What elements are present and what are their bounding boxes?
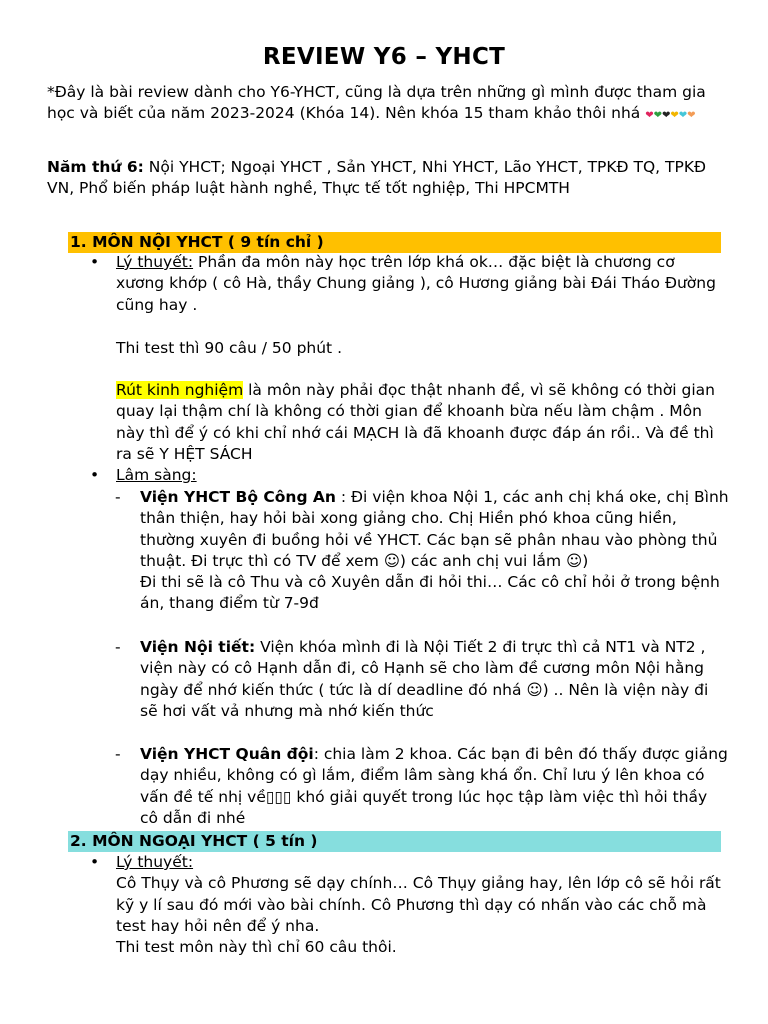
bullet-icon: • [90,253,100,271]
theory-text: Cô Thụy và cô Phương sẽ dạy chính… Cô Thụy giảng hay, lên lớp cô sẽ hỏi rất kỹ y lí sau đó mới vào bài chính. Cô Phương thì dạy có nhấn vào các chỗ mà test hay hỏi nên để ý nha. [116,874,721,935]
intro-paragraph [47,82,727,127]
dash-marker: - [115,488,121,506]
hearts-emoji [645,104,695,122]
theory-text: Phần đa môn này học trên lớp khá ok… đặc biệt là chương cơ xương khớp ( cô Hà, thầy Chung giảng ), cô Hương giảng bài Đái Tháo Đường cũng hay . [116,253,716,314]
document-title: REVIEW Y6 – YHCT [262,44,506,70]
test-text: Thi test môn này thì chỉ 60 câu thôi. [116,938,397,957]
year-label: Năm thứ 6: [47,158,144,176]
year-subjects-paragraph [47,157,737,200]
hospital-extra: Đi thi sẽ là cô Thu và cô Xuyên dẫn đi hỏi thi… Các cô chỉ hỏi ở trong bệnh án, thang điểm từ 7-9đ [140,573,720,613]
dash-marker: - [115,638,121,656]
hospital-text: Viện khóa mình đi là Nội Tiết 2 đi trực thì cả NT1 và NT2 , viện này có cô Hạnh dẫn đi, cô Hạnh sẽ cho làm đề cương môn Nội hằng ngày để nhớ kiến thức ( tức là dí deadline đó nhá ☺) .. Nên là viện này đi sẽ hơi vất vả nhưng mà nhớ kiến thức [140,638,709,720]
intro-text: *Đây là bài review dành cho Y6-YHCT, cũng là dựa trên những gì mình được tham gia học và biết của năm 2023-2024 (Khóa 14). Nên khóa 15 tham khảo thôi nhá [47,83,706,123]
theory-paragraph [116,852,726,958]
hospital-paragraph [140,487,730,615]
hospital-name: Viện Nội tiết: [140,638,256,656]
year-subjects-text: Nội YHCT; Ngoại YHCT , Sản YHCT, Nhi YHCT, Lão YHCT, TPKĐ TQ, TPKĐ VN, Phổ biến pháp luật hành nghề, Thực tế tốt nghiệp, Thi HPCMTH [47,158,707,198]
hospital-name: Viện YHCT Bộ Công An [140,488,336,506]
heart-black-icon: ❤ [662,110,671,122]
test-paragraph: Thi test thì 90 câu / 50 phút . [116,339,342,357]
hospital-name: Viện YHCT Quân đội [140,745,314,763]
experience-label-highlight: Rút kinh nghiệm [116,381,244,399]
bullet-icon: • [90,466,100,484]
hospital-text: : chia làm 2 khoa. Các bạn đi bên đó thấy được giảng dạy nhiều, không có gì lắm, điểm lâm sàng khá ổn. Chỉ lưu ý lên khoa có vấn đề tế nhị về▯▯▯ khó giải quyết trong lúc học tập làm việc thì hỏi thầy cô dẫn đi nhé [140,745,728,827]
heart-red-icon: ❤ [645,110,654,122]
hospital-text: : Đi viện khoa Nội 1, các anh chị khá oke, chị Bình thân thiện, hay hỏi bài xong giảng cho. Chị Hiền phó khoa cũng hiền, thường xuyên đi buồng hỏi về YHCT. Các bạn sẽ phân nhau vào phòng thủ thuật. Đi trực thì có TV để xem ☺) các anh chị vui lắm ☺) [140,488,729,570]
theory-label: Lý thuyết: [116,253,194,271]
clinic-label: Lâm sàng: [116,466,197,484]
heart-cyan-icon: ❤ [678,110,688,122]
hospital-paragraph [140,637,730,722]
experience-text: là môn này phải đọc thật nhanh đề, vì sẽ không có thời gian quay lại thậm chí là không có thời gian để khoanh bừa nếu làm chậm . Môn này thì để ý có khi chỉ nhớ cái MẠCH là đã khoanh được đáp án rồi.. Và đề thì ra sẽ Y HỆT SÁCH [116,381,715,463]
theory-label: Lý thuyết: [116,853,194,871]
bullet-icon: • [90,853,100,871]
hospital-paragraph [140,744,730,829]
heart-orange-icon: ❤ [687,110,696,122]
dash-marker: - [115,745,121,763]
experience-paragraph [116,380,726,465]
section-heading-ngoai-yhct: 2. MÔN NGOẠI YHCT ( 5 tín ) [68,831,721,852]
heart-green-icon: ❤ [653,110,662,122]
section-heading-noi-yhct: 1. MÔN NỘI YHCT ( 9 tín chỉ ) [68,232,721,253]
theory-paragraph [116,252,726,316]
heart-yellow-icon: ❤ [670,110,679,122]
